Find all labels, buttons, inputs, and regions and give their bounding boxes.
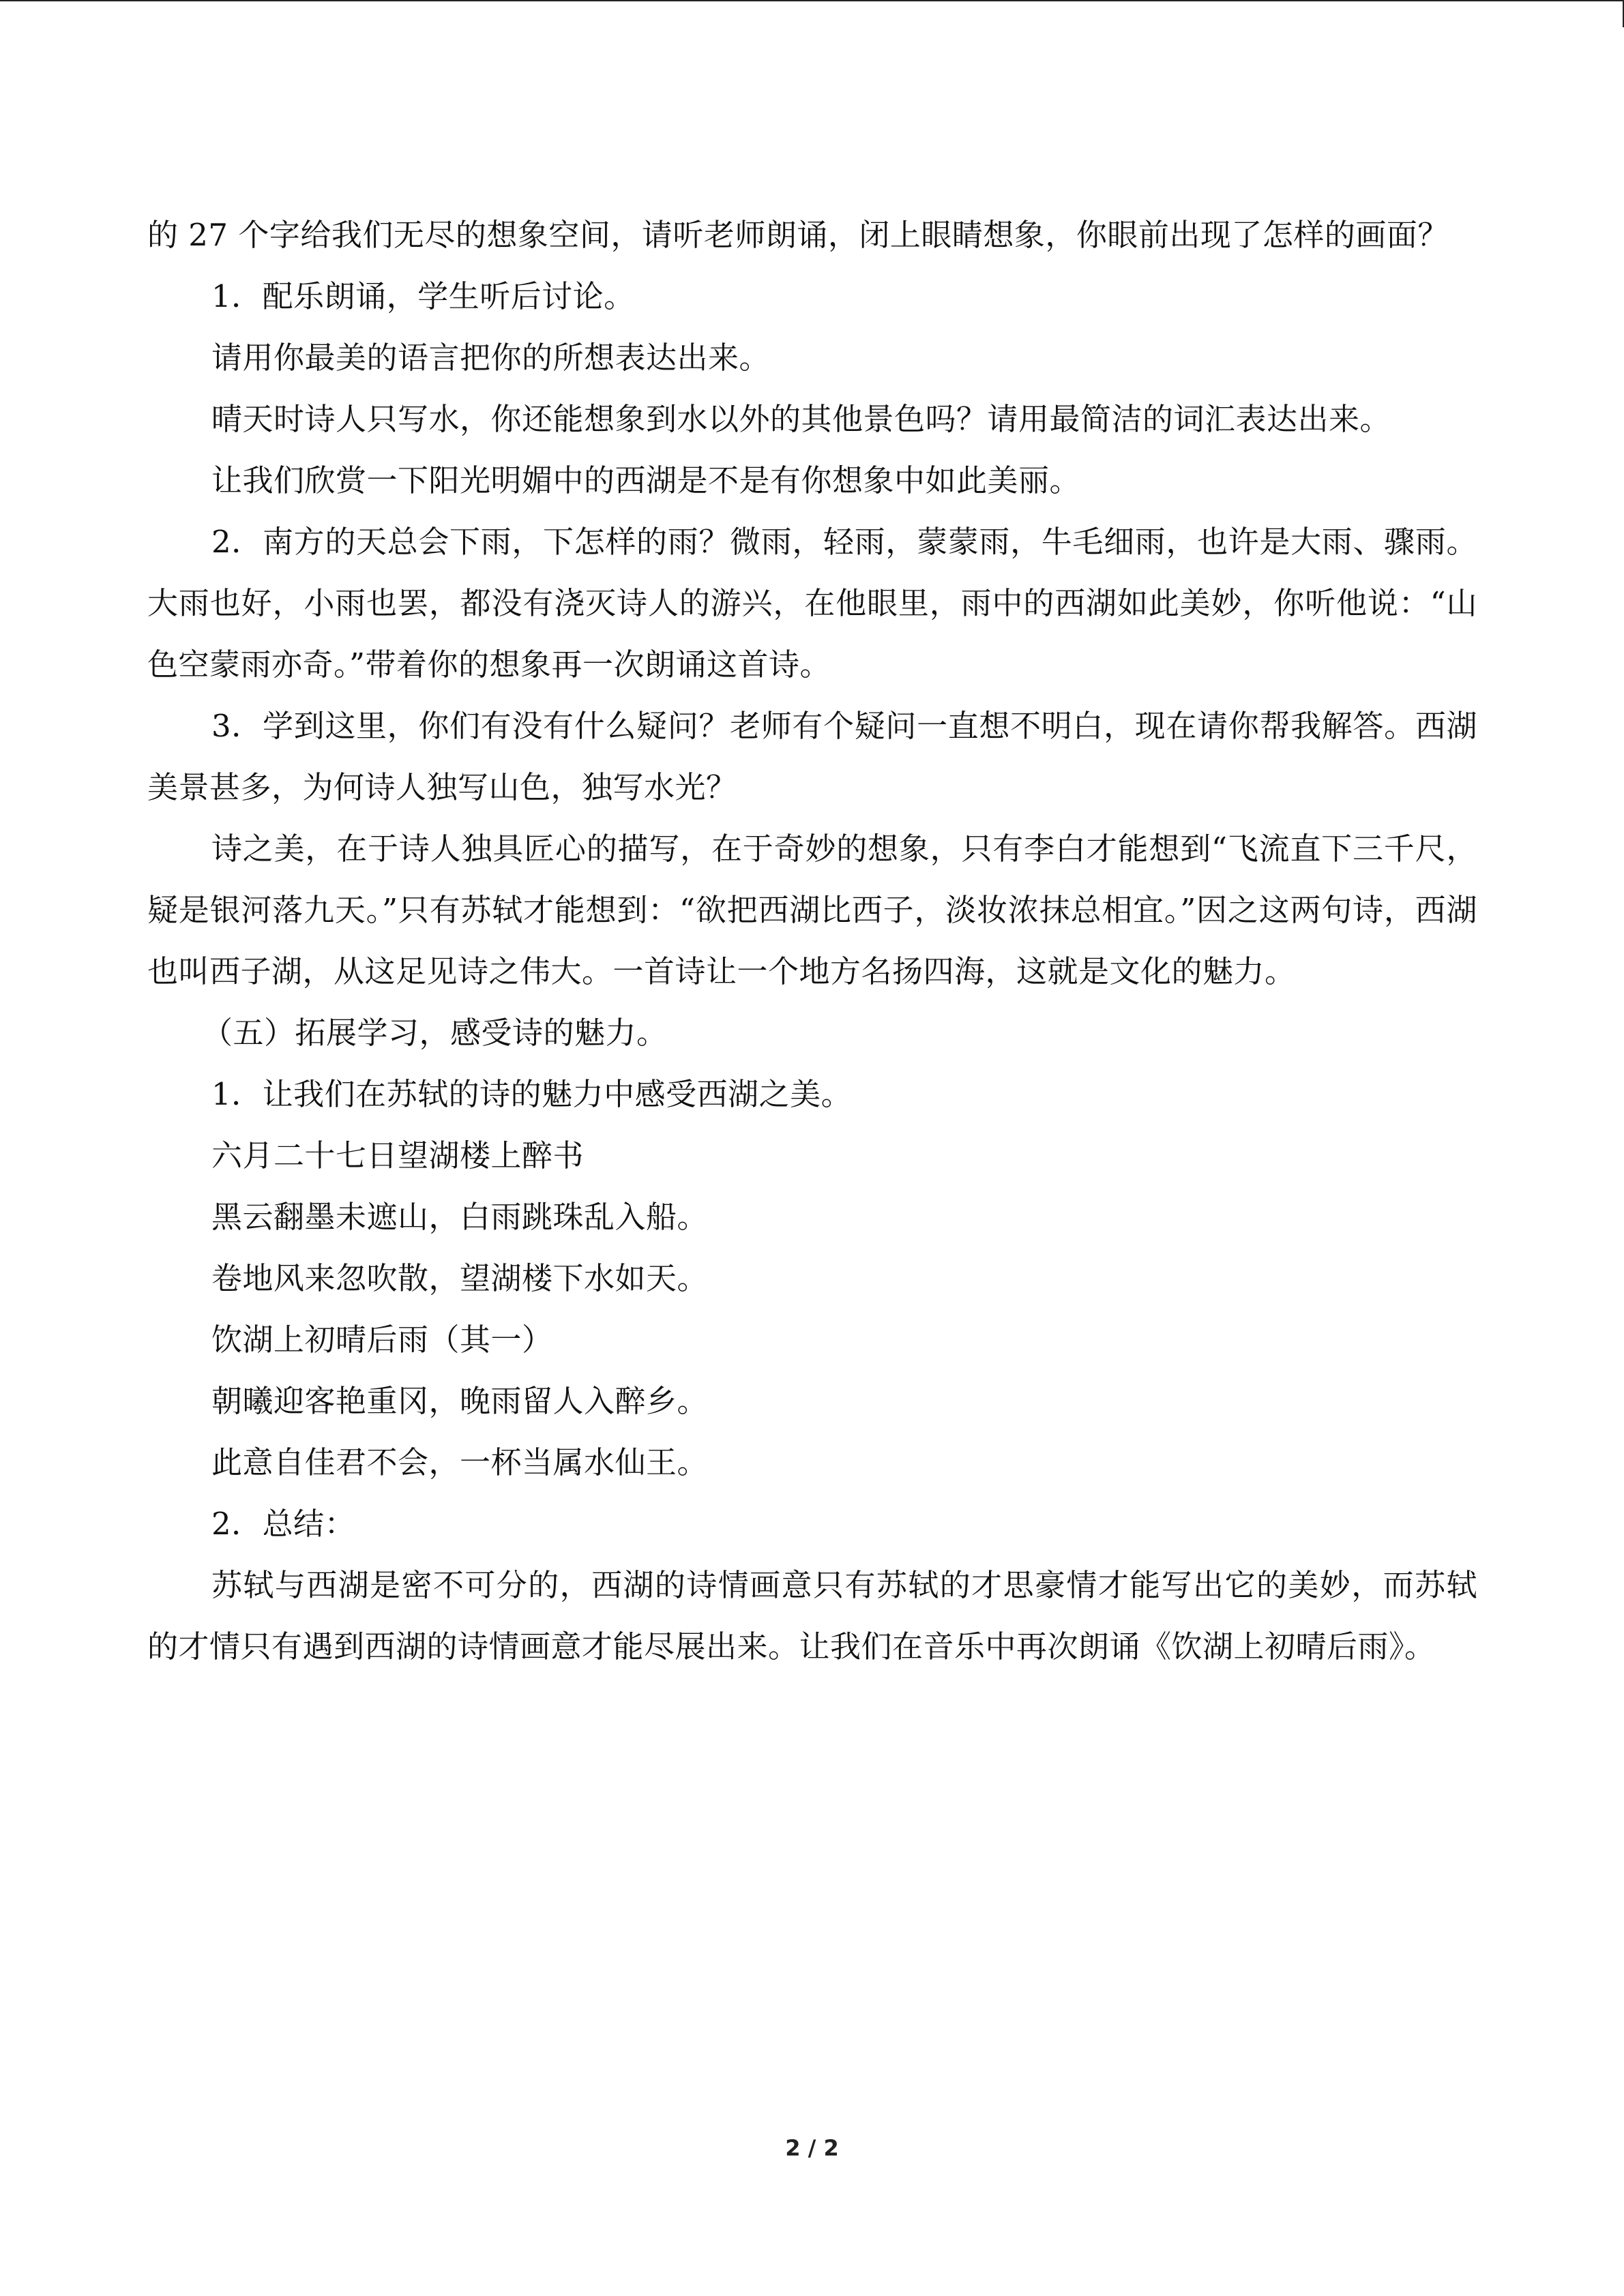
paragraph-step-2: 2．南方的天总会下雨，下怎样的雨？微雨，轻雨，蒙蒙雨，牛毛细雨，也许是大雨、骤雨。大雨也好，小雨也罢，都没有浇灭诗人的游兴，在他眼里，雨中的西湖如此美妙，你听他说：“山色空蒙雨亦奇。”带着你的想象再一次朗诵这首诗。 [147,524,1477,683]
paragraph: 诗之美，在于诗人独具匠心的描写，在于奇妙的想象，只有李白才能想到“飞流直下三千尺，疑是银河落九天。”只有苏轼才能想到：“欲把西湖比西子，淡妆浓抹总相宜。”因之这两句诗，西湖也叫西子湖，从这足见诗之伟大。一首诗让一个地方名扬四海，这就是文化的魅力。 [147,831,1477,989]
poem-line: 朝曦迎客艳重冈，晚雨留人入醉乡。 [211,1383,709,1419]
poem-line: 黑云翻墨未遮山，白雨跳珠乱入船。 [211,1199,709,1235]
page-top-border [0,0,1624,1]
document-body [147,205,1477,1678]
paragraph: 让我们欣赏一下阳光明媚中的西湖是不是有你想象中如此美丽。 [211,462,1081,498]
poem-line: 卷地风来忽吹散，望湖楼下水如天。 [211,1260,709,1296]
page-number: 2 / 2 [785,2135,839,2161]
paragraph: 晴天时诗人只写水，你还能想象到水以外的其他景色吗？请用最简洁的词汇表达出来。 [211,401,1391,437]
paragraph-step-2: 2．总结： [211,1506,356,1542]
paragraph-summary: 苏轼与西湖是密不可分的，西湖的诗情画意只有苏轼的才思豪情才能写出它的美妙，而苏轼的才情只有遇到西湖的诗情画意才能尽展出来。让我们在音乐中再次朗诵《饮湖上初晴后雨》。 [147,1567,1477,1665]
poem-title: 六月二十七日望湖楼上醉书 [211,1137,585,1174]
paragraph-continuation: 的 27 个字给我们无尽的想象空间，请听老师朗诵，闭上眼睛想象，你眼前出现了怎样的画面？ [147,217,1449,253]
poem-title: 饮湖上初晴后雨（其一） [211,1322,553,1358]
poem-line: 此意自佳君不会，一杯当属水仙王。 [211,1444,709,1480]
paragraph-step-1: 1．配乐朗诵，学生听后讨论。 [211,278,635,314]
section-heading: （五）拓展学习，感受诗的魅力。 [202,1015,668,1051]
paragraph-step-3: 3．学到这里，你们有没有什么疑问？老师有个疑问一直想不明白，现在请你帮我解答。西湖美景甚多，为何诗人独写山色，独写水光？ [147,708,1477,805]
paragraph: 请用你最美的语言把你的所想表达出来。 [211,340,771,376]
paragraph-step-1: 1．让我们在苏轼的诗的魅力中感受西湖之美。 [211,1076,853,1112]
